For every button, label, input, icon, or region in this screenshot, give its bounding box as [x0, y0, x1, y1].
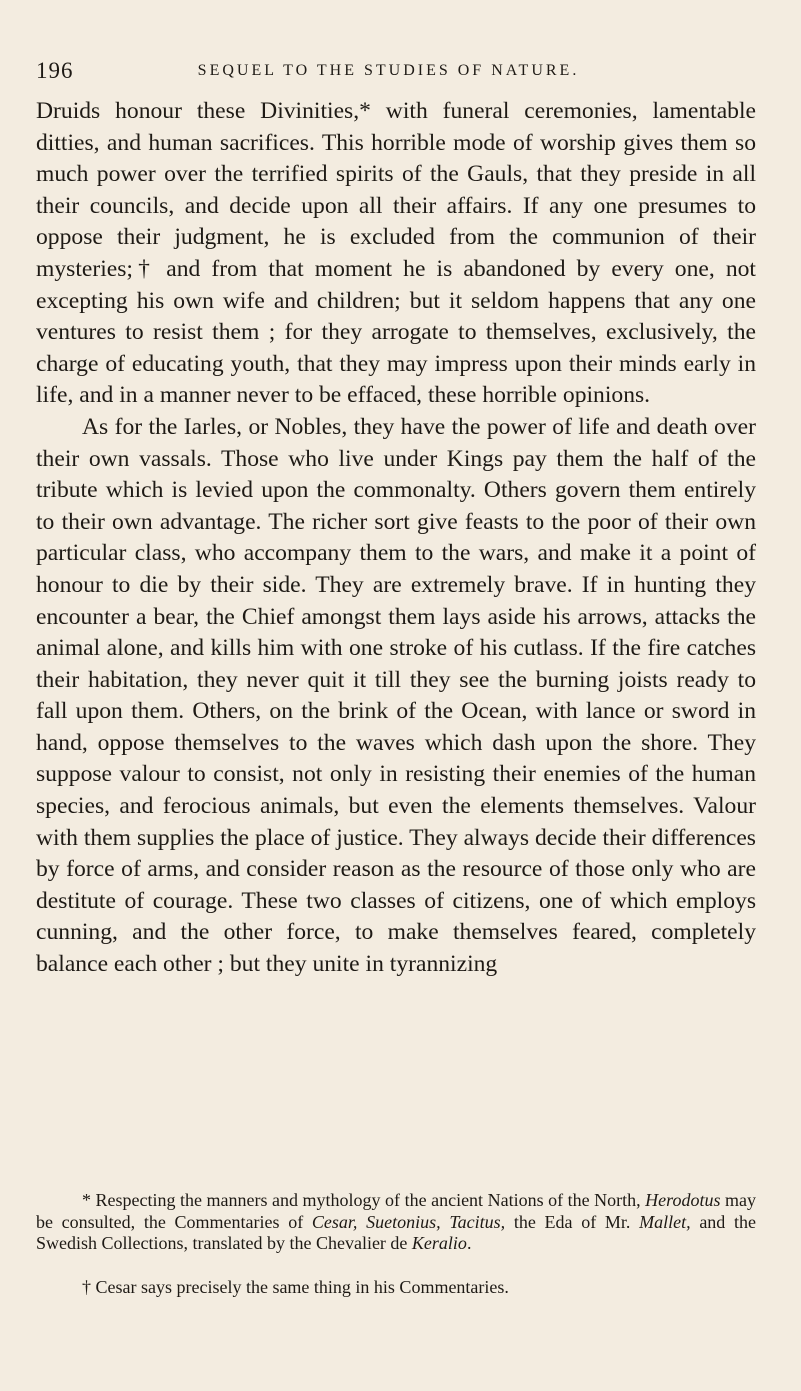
footnotes	[36, 1190, 756, 1320]
body-text	[36, 96, 756, 981]
footnote-1	[36, 1190, 756, 1255]
footnote-text: may be consulted, the Commentaries of	[36, 1190, 756, 1232]
footnote-authors: Cesar, Suetonius, Tacitus,	[311, 1211, 506, 1232]
page-header	[36, 58, 741, 88]
footnote-text: * Respecting the manners and mythology of the ancient Nations of the North,	[82, 1190, 646, 1210]
footnote-text: the Eda of Mr.	[505, 1211, 640, 1232]
footnote-2: † Cesar says precisely the same thing in his Commentaries.	[82, 1276, 509, 1297]
footnote-text: .	[466, 1233, 472, 1253]
footnote-text: and the Swedish Collections, translated by the Chevalier de	[36, 1211, 756, 1253]
footnote-author-keralio: Keralio	[411, 1233, 467, 1253]
footnote-author-mallet: Mallet,	[639, 1211, 691, 1232]
paragraph: Druids honour these Divinities,* with funeral ceremonies, lamentable ditties, and human sacrifices. This horrible mode of worship gives them so much power over the terrified spirits of the Gauls, that they preside in all their councils, and decide upon all their affairs. If any one presumes to oppose their judgment, he is excluded from the communion of their mysteries;† and from that moment he is abandoned by every one, not excepting his own wife and children; but it seldom happens that any one ventures to resist them ; for they arrogate to themselves, exclusively, the charge of educating youth, that they may impress upon their minds early in life, and in a manner never to be effaced, these horrible opinions.	[36, 98, 756, 409]
paragraph: As for the Iarles, or Nobles, they have the power of life and death over their own vassals. Those who live under Kings pay them the half of the tribute which is levied upon the commonalty. Others govern them entirely to their own advantage. The richer sort give feasts to the poor of their own particular class, who accompany them to the wars, and make it a point of honour to die by their side. They are extremely brave. If in hunting they encounter a bear, the Chief amongst them lays aside his arrows, attacks the animal alone, and kills him with one stroke of his cutlass. If the fire catches their habitation, they never quit it till they see the burning joists ready to fall upon them. Others, on the brink of the Ocean, with lance or sword in hand, oppose themselves to the waves which dash upon the shore. They suppose valour to consist, not only in resisting their enemies of the human species, and ferocious animals, but even the elements themselves. Valour with them supplies the place of justice. They always decide their differences by force of arms, and consider reason as the resource of those only who are destitute of courage. These two classes of citizens, one of which employs cunning, and the other force, to make themselves feared, completely balance each other ; but they unite in tyrannizing	[36, 413, 756, 978]
page-number: 196	[36, 58, 74, 83]
footnote-author-herodotus: Herodotus	[645, 1190, 721, 1210]
running-head: SEQUEL TO THE STUDIES OF NATURE.	[197, 62, 580, 79]
